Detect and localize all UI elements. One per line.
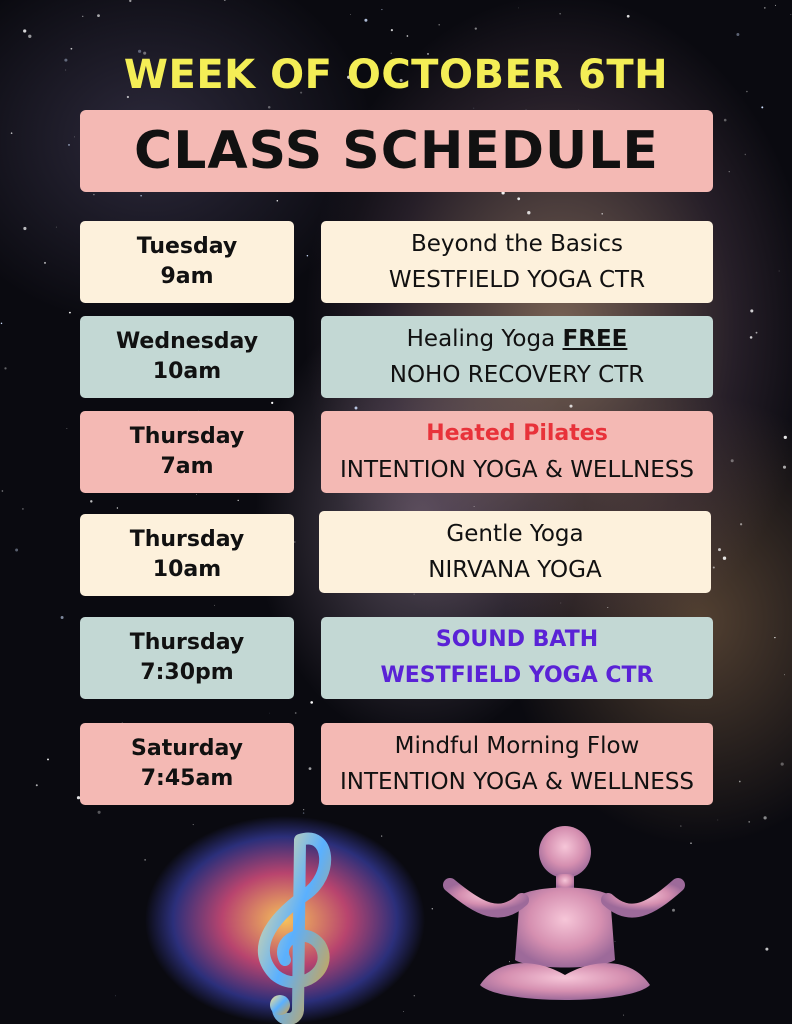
star (764, 7, 766, 9)
location-label: WESTFIELD YOGA CTR (388, 267, 646, 293)
day-label: Saturday (131, 736, 243, 761)
class-box (321, 316, 713, 398)
star (61, 616, 64, 619)
star (117, 507, 118, 508)
star (713, 566, 715, 568)
star (381, 9, 382, 10)
star (277, 200, 279, 202)
time-label: 7am (160, 454, 214, 479)
class-name: Gentle Yoga (446, 521, 584, 547)
title-banner (80, 110, 713, 192)
time-label: 10am (152, 557, 222, 582)
treble-clef-icon (145, 816, 425, 1024)
star (93, 194, 94, 195)
star (28, 35, 31, 38)
star (724, 119, 727, 122)
star (350, 14, 351, 15)
star (756, 332, 758, 334)
day-box (80, 514, 294, 596)
page-title: CLASS SCHEDULE (134, 121, 659, 181)
location-label: NOHO RECOVERY CTR (389, 362, 645, 388)
star (67, 428, 68, 429)
star (414, 594, 415, 595)
class-name: SOUND BATH (435, 627, 599, 652)
star (729, 171, 730, 172)
day-box (80, 221, 294, 303)
star (44, 262, 46, 264)
star (784, 436, 787, 439)
class-name: Beyond the Basics (410, 231, 624, 257)
star (355, 407, 358, 410)
star (2, 490, 4, 492)
star (775, 5, 776, 6)
star (779, 271, 780, 272)
day-label: Thursday (129, 630, 245, 655)
location-label: INTENTION YOGA & WELLNESS (339, 457, 695, 483)
star (750, 336, 753, 339)
star (607, 607, 608, 608)
time-label: 10am (152, 359, 222, 384)
star (97, 14, 100, 17)
star (517, 197, 520, 200)
location-label: WESTFIELD YOGA CTR (380, 663, 654, 688)
star (783, 466, 786, 469)
class-box (321, 617, 713, 699)
class-box (321, 411, 713, 493)
star (736, 33, 739, 36)
star (761, 106, 763, 108)
star (23, 29, 26, 32)
star (731, 459, 734, 462)
star (271, 402, 273, 404)
class-name: Healing Yoga (406, 326, 556, 352)
class-box (321, 723, 713, 805)
star (4, 367, 6, 369)
day-box (80, 723, 294, 805)
day-label: Tuesday (136, 234, 238, 259)
star (214, 605, 215, 606)
star (745, 154, 746, 155)
day-box (80, 411, 294, 493)
star (569, 405, 572, 408)
star (475, 27, 477, 29)
star (268, 106, 271, 109)
star (269, 713, 270, 714)
class-line (407, 321, 628, 357)
time-label: 7:30pm (140, 660, 234, 685)
star (307, 255, 308, 256)
star (36, 784, 38, 786)
class-name: Heated Pilates (426, 421, 608, 446)
star (237, 500, 238, 501)
meditating-figure-icon (450, 826, 678, 1000)
star (47, 758, 49, 760)
star (294, 541, 295, 542)
star (407, 35, 409, 37)
week-heading: WEEK OF OCTOBER 6TH (123, 52, 669, 98)
star (140, 195, 141, 196)
location-label: INTENTION YOGA & WELLNESS (339, 769, 695, 795)
star (627, 15, 630, 18)
day-label: Thursday (129, 527, 245, 552)
star (82, 16, 83, 17)
class-name: Mindful Morning Flow (394, 733, 640, 759)
star (69, 312, 71, 314)
star (791, 14, 792, 15)
star (23, 227, 26, 230)
star (129, 0, 131, 2)
star (11, 132, 13, 134)
day-label: Thursday (129, 424, 245, 449)
decorative-artwork (0, 800, 792, 1024)
class-box (319, 511, 711, 593)
star (90, 500, 92, 502)
time-label: 7:45am (140, 766, 234, 791)
star (196, 494, 197, 495)
star (310, 701, 313, 704)
star (559, 13, 560, 14)
star (391, 29, 393, 31)
star (15, 549, 18, 552)
star (560, 603, 561, 604)
star (56, 227, 57, 228)
star (309, 767, 312, 770)
location-label: NIRVANA YOGA (428, 557, 602, 583)
star (784, 674, 785, 675)
star (527, 211, 530, 214)
star (740, 523, 742, 525)
free-badge: FREE (562, 326, 628, 352)
time-label: 9am (160, 264, 214, 289)
star (473, 108, 474, 109)
star (74, 137, 75, 138)
star (224, 0, 226, 1)
class-box (321, 221, 713, 303)
star (601, 213, 603, 215)
day-box (80, 316, 294, 398)
star (718, 548, 721, 551)
star (781, 763, 784, 766)
star (1, 323, 2, 324)
day-box (80, 617, 294, 699)
day-label: Wednesday (115, 329, 259, 354)
star (518, 8, 519, 9)
star (474, 506, 475, 507)
star (295, 712, 297, 714)
star (22, 508, 24, 510)
star (750, 309, 753, 312)
star (739, 781, 741, 783)
star (364, 19, 367, 22)
star (68, 144, 70, 146)
star (71, 48, 73, 50)
star (774, 637, 775, 638)
star (438, 24, 440, 26)
star (723, 557, 726, 560)
